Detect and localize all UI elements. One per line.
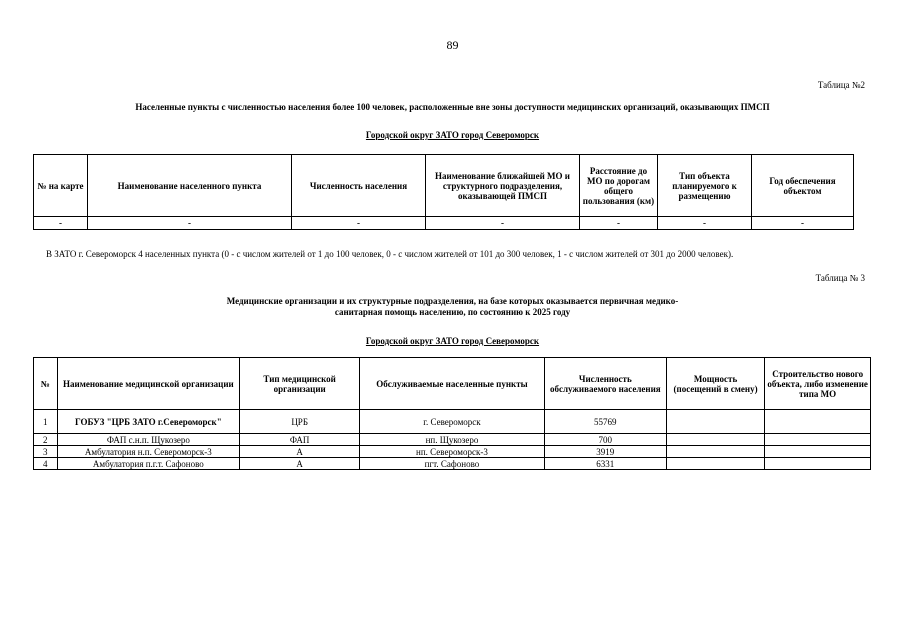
table2-title: Населенные пункты с численностью населения более 100 человек, расположенные вне зоны доступности медицинских организаций, оказывающих ПМСП [135,102,770,112]
table3-header-cell: Наименование медицинской организации [57,358,240,410]
table-row [34,410,871,434]
table2 [33,154,854,230]
table3-header-cell: Строительство нового объекта, либо изменение типа МО [765,358,871,410]
table-cell: г. Североморск [360,410,545,434]
table2-header-row [34,155,854,217]
table-cell: нп. Североморск-3 [360,446,545,458]
table-cell: ФАП с.н.п. Щукозеро [57,434,240,446]
table-cell: А [240,446,360,458]
table-cell: 3919 [544,446,666,458]
table3-subtitle: Городской округ ЗАТО город Североморск [365,336,540,346]
table-cell: 6331 [544,458,666,470]
table3 [33,357,871,470]
table2-header-cell: Численность населения [292,155,426,217]
table-cell [666,410,764,434]
table3-title [0,296,905,318]
table3-header-cell: Обслуживаемые населенные пункты [360,358,545,410]
table-row [34,446,871,458]
table2-caption: Таблица №2 [817,80,865,90]
table-row [34,217,854,230]
table-cell: - [34,217,88,230]
table-cell: 2 [34,434,58,446]
table-cell: Амбулатория п.г.т. Сафоново [57,458,240,470]
page-number: 89 [446,38,459,52]
table3-title-line2: санитарная помощь населению, по состоянию к 2025 году [334,307,571,317]
table-cell: 55769 [544,410,666,434]
table-cell: ЦРБ [240,410,360,434]
table-cell [666,446,764,458]
table-cell: - [292,217,426,230]
table-cell: 700 [544,434,666,446]
table-cell [765,458,871,470]
table2-header-cell: Тип объекта планируемого к размещению [658,155,752,217]
table-cell [666,458,764,470]
table3-header-cell: Численность обслуживаемого населения [544,358,666,410]
table-cell: ГОБУЗ "ЦРБ ЗАТО г.Североморск" [57,410,240,434]
table2-header-cell: Наименование населенного пункта [88,155,292,217]
table-cell: 3 [34,446,58,458]
table2-header-cell: Наименование ближайшей МО и структурного подразделения, оказывающей ПМСП [426,155,580,217]
table3-header-row [34,358,871,410]
table-cell: 1 [34,410,58,434]
table-cell: - [752,217,854,230]
table-cell: 4 [34,458,58,470]
table2-subtitle: Городской округ ЗАТО город Североморск [365,130,540,140]
table-cell: - [580,217,658,230]
table3-title-line1: Медицинские организации и их структурные подразделения, на базе которых оказывается первичная медико- [226,296,679,306]
population-note: В ЗАТО г. Североморск 4 населенных пункта (0 - с числом жителей от 1 до 100 человек, 0 - с числом жителей от 101 до 300 человек, 1 - с числом жителей от 301 до 2000 человек). [46,249,734,259]
table2-header-cell: Год обеспечения объектом [752,155,854,217]
table-cell: ФАП [240,434,360,446]
table-row [34,458,871,470]
table-cell [765,434,871,446]
table-cell: А [240,458,360,470]
table-cell [765,446,871,458]
table-cell: - [426,217,580,230]
table-cell [765,410,871,434]
table-cell: пгт. Сафоново [360,458,545,470]
table-cell: - [658,217,752,230]
table3-caption: Таблица № 3 [815,273,865,283]
table3-header-cell: Тип медицинской организации [240,358,360,410]
table2-header-cell: № на карте [34,155,88,217]
table-cell: - [88,217,292,230]
table2-header-cell: Расстояние до МО по дорогам общего пользования (км) [580,155,658,217]
table-cell: нп. Щукозеро [360,434,545,446]
table3-header-cell: № [34,358,58,410]
table3-header-cell: Мощность (посещений в смену) [666,358,764,410]
table-cell [666,434,764,446]
table-cell: Амбулатория н.п. Североморск-3 [57,446,240,458]
table-row [34,434,871,446]
